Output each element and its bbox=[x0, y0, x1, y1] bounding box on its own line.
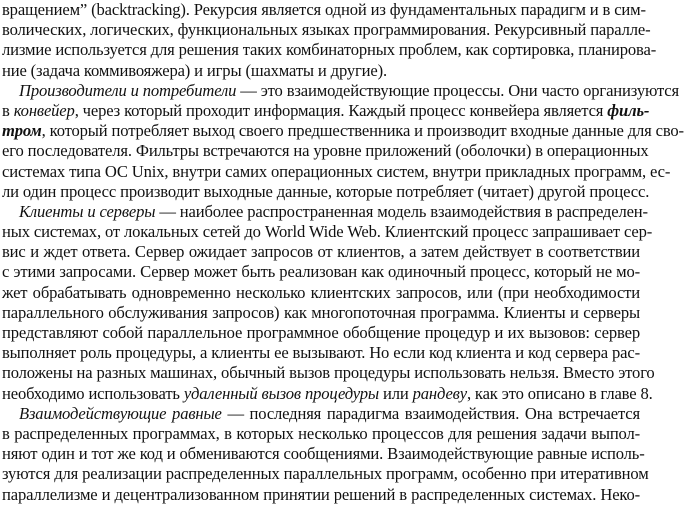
text-run: вращением” (backtracking). Рекурсия является одной из фундаментальных парадигм и в сим- bbox=[2, 0, 646, 19]
text-run: , который потребляет выход своего предшественника и производит входные данные для сво- bbox=[41, 121, 684, 141]
paragraph-clients-servers bbox=[2, 201, 655, 404]
text-run: положены на разных машинах, обычный вызов процедуры использовать нельзя. Вместо этого bbox=[2, 363, 655, 383]
text-line bbox=[2, 323, 640, 343]
text-line bbox=[2, 40, 657, 60]
text-line bbox=[2, 141, 649, 161]
text-run: параллелизме и децентрализованном принятии решений в распределенных системах. Неко- bbox=[2, 484, 640, 504]
text-run: лизмие используется для решения таких комбинаторных проблем, как сортировка, планирова- bbox=[2, 40, 657, 60]
paragraph-backtracking-recursion bbox=[2, 0, 657, 81]
text-run: , через который проходит информация. Каждый процесс конвейера является bbox=[74, 100, 608, 120]
text-run: няют один и тот же код и обмениваются сообщениями. Взаимодействующие равные исполь- bbox=[2, 444, 645, 464]
text-line bbox=[2, 222, 653, 242]
text-line bbox=[2, 363, 655, 383]
text-line bbox=[2, 161, 671, 182]
text-run: — последняя парадигма взаимодействия. Она встречается bbox=[221, 403, 640, 423]
text-run: вис и ждет ответа. Сервер ожидает запросов от клиентов, а затем действует в соответствии bbox=[2, 242, 640, 262]
text-line bbox=[2, 303, 640, 323]
emphasized-term: Клиенты и серверы bbox=[19, 201, 156, 221]
text-line bbox=[2, 80, 679, 101]
text-run: или bbox=[379, 383, 413, 403]
text-line bbox=[2, 404, 640, 424]
text-line bbox=[2, 242, 640, 262]
text-run: ли один процесс производит выходные данные, которые потребляет (читает) другой процесс. bbox=[2, 181, 650, 201]
emphasized-term: Производители и потребители bbox=[19, 80, 237, 100]
text-run: системах типа ОС Unix, внутри самих операционных систем, внутри прикладных программ, ес- bbox=[2, 161, 671, 181]
text-run: в bbox=[2, 100, 14, 120]
text-run: его последователя. Фильтры встречаются на уровне приложений (оболочки) в операционных bbox=[2, 141, 649, 161]
emphasized-term: рандеву bbox=[412, 383, 467, 403]
text-run: представляют собой параллельное программное обобщение процедур и их вызовов: сервер bbox=[2, 323, 640, 342]
text-line bbox=[2, 61, 640, 81]
text-run: в распределенных программах, в которых несколько процессов для решения задачи выпол- bbox=[2, 423, 640, 443]
text-run: — это взаимодействующие процессы. Они часто организуются bbox=[236, 80, 679, 100]
paragraph-interacting-peers bbox=[2, 403, 649, 505]
text-run: ных системах, от локальных сетей до World Wide Web. Клиентский процесс запрашивает сер- bbox=[2, 222, 653, 242]
text-line bbox=[2, 485, 640, 505]
text-line bbox=[2, 444, 645, 464]
text-run: — наиболее распространенная модель взаимодействия в распределен- bbox=[155, 201, 648, 221]
text-run: выполняет роль процедуры, а клиенты ее вызывают. Но если код клиента и код сервера рас- bbox=[2, 343, 640, 363]
text-run: волических, логических, функциональных языках программирования. Рекурсивный паралле- bbox=[2, 20, 651, 40]
text-run: ние (задача коммивояжера) и игры (шахматы и другие). bbox=[2, 60, 388, 80]
text-line bbox=[2, 464, 649, 484]
text-line bbox=[2, 383, 653, 404]
emphasized-term: тром bbox=[2, 121, 42, 141]
text-line bbox=[2, 121, 684, 141]
text-line bbox=[2, 343, 640, 363]
emphasized-term: филь- bbox=[607, 100, 650, 120]
paragraph-producers-consumers bbox=[2, 80, 684, 202]
text-run: необходимо использовать bbox=[2, 383, 184, 403]
emphasized-term: конвейер bbox=[13, 100, 75, 120]
text-line bbox=[2, 262, 640, 282]
text-run: жет обрабатывать одновременно несколько клиентских запросов, или (при необходимости bbox=[2, 282, 640, 302]
text-run: , как это описано в главе 8. bbox=[466, 383, 653, 403]
text-run: параллельного обслуживания запросов) как многопоточная программа. Клиенты и серверы bbox=[2, 302, 640, 322]
text-line bbox=[2, 20, 651, 40]
text-line bbox=[2, 100, 650, 121]
text-line bbox=[2, 0, 646, 20]
emphasized-term: Взаимодействующие равные bbox=[19, 403, 222, 423]
text-line bbox=[2, 424, 640, 444]
emphasized-term: удаленный вызов процедуры bbox=[183, 383, 380, 403]
text-line bbox=[2, 181, 650, 202]
text-line bbox=[2, 201, 648, 222]
text-run: зуются для реализации распределенных параллельных программ, особенно при итеративном bbox=[2, 464, 649, 484]
text-run: с этими запросами. Сервер может быть реализован как одиночный процесс, который не мо- bbox=[2, 262, 640, 282]
text-line bbox=[2, 283, 640, 303]
